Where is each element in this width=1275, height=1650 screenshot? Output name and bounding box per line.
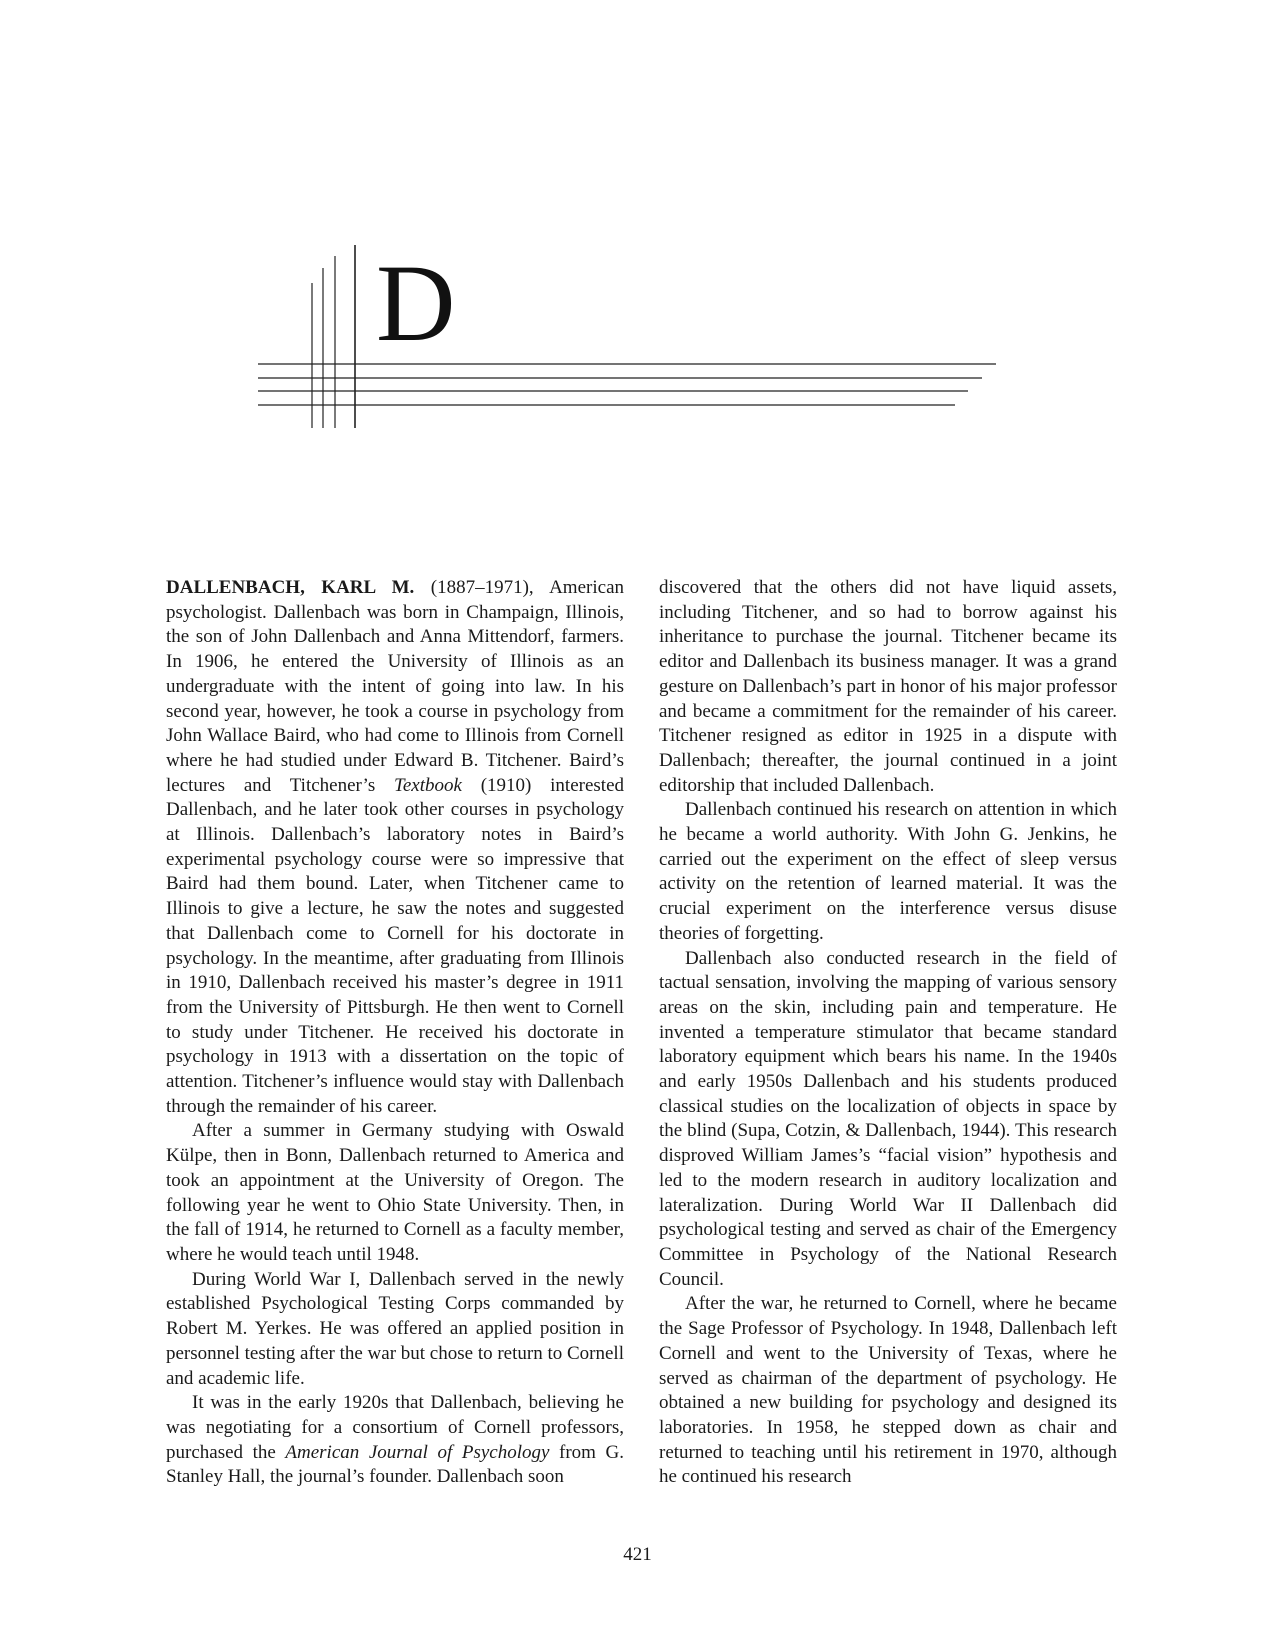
book-title: Textbook	[394, 774, 462, 796]
section-letter: D	[376, 242, 456, 364]
entry-paragraph	[166, 576, 624, 1119]
body-paragraph: Dallenbach continued his research on attention in which he became a world authority. With John G. Jenkins, he carried out the experiment on the effect of sleep versus activity on the retention of learned material. It was the crucial experiment on the interference versus disuse theories of forgetting.	[659, 799, 1117, 944]
right-column	[659, 576, 1117, 1490]
body-paragraph: Dallenbach also conducted research in the field of tactual sensation, involving the mapping of various sensory areas on the skin, including pain and temperature. He invented a temperature stimulator that became standard laboratory equipment which bears his name. In the 1940s and early 1950s Dallenbach and his students produced classical studies on the localization of objects in space by the blind (Supa, Cotzin, & Dallenbach, 1944). This research disproved William James’s “facial vision” hypothesis and led to the modern research in auditory localization and lateralization. During World War II Dallenbach did psychological testing and served as chair of the Emergency Committee in Psychology of the National Research Council.	[659, 947, 1117, 1290]
left-column	[166, 576, 624, 1490]
page-number: 421	[623, 1544, 652, 1565]
body-paragraph: During World War I, Dallenbach served in the newly established Psychological Testing Corps commanded by Robert M. Yerkes. He was offered an applied position in personnel testing after the war but chose to return to Cornell and academic life.	[166, 1268, 624, 1389]
paragraph-text: from G. Stanley Hall, the journal’s founder. Dallenbach soon	[166, 1441, 625, 1488]
body-paragraph	[166, 1391, 624, 1490]
paragraph-text: (1887–1971), American psychologist. Dallenbach was born in Champaign, Illinois, the son of John Dallenbach and Anna Mittendorf, farmers. In 1906, he entered the University of Illinois as an undergraduate with the intent of going into law. In his second year, however, he took a course in psychology from John Wallace Baird, who had come to Illinois from Cornell where he had studied under Edward B. Titchener. Baird’s lectures and Titchener’s	[166, 577, 624, 796]
body-paragraph: discovered that the others did not have liquid assets, including Titchener, and so had to borrow against his inheritance to purchase the journal. Titchener became its editor and Dallenbach its business manager. It was a grand gesture on Dallenbach’s part in honor of his major professor and became a commitment for the remainder of his career. Titchener resigned as editor in 1925 in a dispute with Dallenbach; thereafter, the journal continued in a joint editorship that included Dallenbach.	[659, 577, 1117, 796]
body-paragraph: After the war, he returned to Cornell, where he became the Sage Professor of Psychology. In 1948, Dallenbach left Cornell and went to the University of Texas, where he served as chairman of the department of psychology. He obtained a new building for psychology and designed its laboratories. In 1958, he stepped down as chair and returned to teaching until his retirement in 1970, although he continued his research	[659, 1293, 1117, 1488]
journal-title: American Journal of Psychology	[285, 1441, 550, 1463]
body-paragraph: After a summer in Germany studying with Oswald Külpe, then in Bonn, Dallenbach returned to America and took an appointment at the University of Oregon. The following year he went to Ohio State University. Then, in the fall of 1914, he returned to Cornell as a faculty member, where he would teach until 1948.	[166, 1120, 624, 1265]
section-ornament	[0, 0, 1275, 460]
entry-headword: DALLENBACH, KARL M.	[166, 577, 415, 598]
paragraph-text: (1910) interested Dallenbach, and he later took other courses in psychology at Illinois. Dallenbach’s laboratory notes in Baird’s experimental psychology course were so impressive that Baird had them bound. Later, when Titchener came to Illinois to give a lecture, he saw the notes and suggested that Dallenbach come to Cornell for his doctorate in psychology. In the meantime, after graduating from Illinois in 1910, Dallenbach received his master’s degree in 1911 from the University of Pittsburgh. He then went to Cornell to study under Titchener. He received his doctorate in psychology in 1913 with a dissertation on the topic of attention. Titchener’s influence would stay with Dallenbach through the remainder of his career.	[166, 774, 624, 1117]
paragraph-text: It was in the early 1920s that Dallenbach, believing he was negotiating for a consortium of Cornell professors, purchased the	[166, 1392, 624, 1463]
